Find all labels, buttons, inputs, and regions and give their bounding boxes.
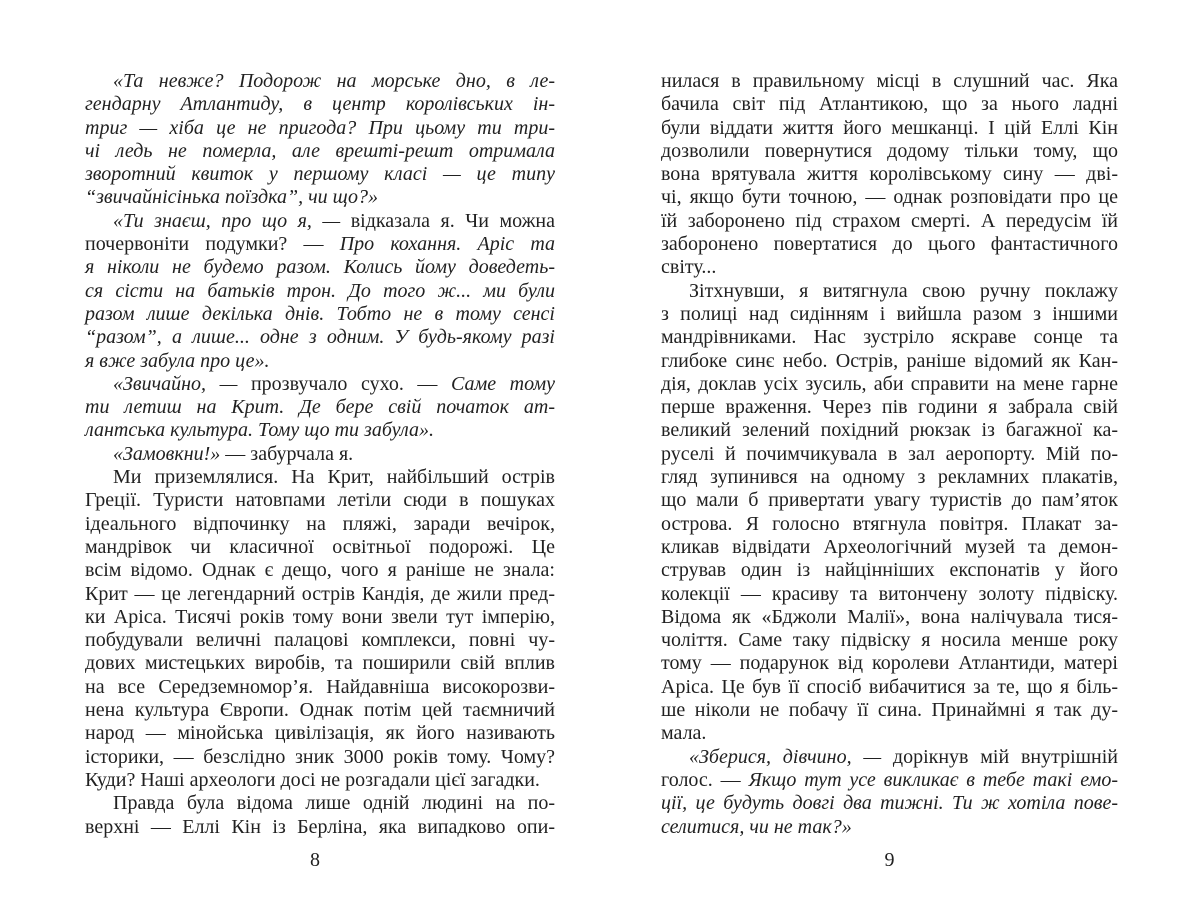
text-line bbox=[85, 699, 555, 722]
roman-text-segment: руселі й почимчикувала в зал аеропорту. Мій по- bbox=[661, 442, 1118, 465]
roman-text-segment: всім відомо. Однак є дещо, чого я раніше не знала: bbox=[85, 559, 555, 582]
italic-text-segment: зворотний квиток у першому класі — це типу bbox=[85, 163, 555, 186]
text-line bbox=[661, 163, 1118, 186]
text-line bbox=[661, 396, 1118, 419]
page-number-left: 8 bbox=[310, 849, 320, 871]
text-line bbox=[661, 792, 1118, 815]
text-line bbox=[85, 489, 555, 512]
text-line bbox=[85, 629, 555, 652]
text-line bbox=[85, 583, 555, 606]
roman-text-segment: Правда була відома лише одній людині на по- bbox=[113, 792, 555, 815]
roman-text-segment: що мали б привертати увагу туристів до пам’яток bbox=[661, 489, 1118, 512]
italic-text-segment: Про кохання. Аріс та bbox=[339, 233, 556, 256]
italic-text-segment: чі ледь не померла, але врешті-решт отримала bbox=[85, 139, 555, 162]
roman-text-segment: голос. — bbox=[661, 768, 749, 791]
roman-text-segment: Греції. Туристи натовпами летіли сюди в пошуках bbox=[85, 489, 555, 512]
text-line bbox=[85, 233, 555, 256]
italic-text-segment: «Звичайно, — bbox=[113, 372, 251, 395]
text-line bbox=[661, 93, 1118, 116]
roman-text-segment: були віддати життя його мешканці. І цій Еллі Кін bbox=[661, 116, 1118, 139]
text-line bbox=[85, 513, 555, 536]
roman-text-segment: нена культура Європи. Однак потім цей таємничий bbox=[85, 699, 555, 722]
text-line bbox=[661, 326, 1118, 349]
roman-text-segment: острова. Я голосно втягнула повітря. Плакат за- bbox=[661, 512, 1118, 535]
text-line bbox=[85, 326, 555, 349]
text-line bbox=[85, 652, 555, 675]
italic-text-segment: Саме тому bbox=[450, 372, 555, 395]
text-line bbox=[85, 419, 555, 442]
text-line bbox=[661, 699, 1118, 722]
text-line bbox=[661, 186, 1118, 209]
text-line bbox=[85, 210, 555, 233]
text-line bbox=[661, 722, 1118, 745]
text-line bbox=[85, 256, 555, 279]
text-line bbox=[85, 746, 555, 769]
text-line bbox=[661, 280, 1118, 303]
page-left-text-column bbox=[85, 70, 555, 839]
text-line bbox=[85, 769, 555, 792]
italic-text-segment: ції, це будуть довгі два тижні. Ти ж хотіла пове- bbox=[661, 792, 1118, 815]
text-line bbox=[85, 536, 555, 559]
roman-text-segment: заборонено повертатися до цього фантастичного bbox=[661, 233, 1118, 256]
page-number-right: 9 bbox=[884, 849, 895, 871]
roman-text-segment: кликав відвідати Археологічний музей та демон- bbox=[661, 535, 1118, 558]
text-line bbox=[661, 419, 1118, 442]
roman-text-segment: почервоніти подумки? — bbox=[85, 233, 340, 256]
italic-text-segment: Якщо тут усе викликає в тебе такі емо- bbox=[748, 768, 1118, 791]
text-line bbox=[85, 186, 555, 209]
text-line bbox=[661, 513, 1118, 536]
roman-text-segment: дових мистецьких виробів, та поширили свій вплив bbox=[85, 652, 555, 675]
text-line bbox=[661, 629, 1118, 652]
text-line bbox=[661, 256, 1118, 279]
text-line bbox=[85, 559, 555, 582]
roman-text-segment: ки Аріса. Тисячі років тому вони звели тут імперію, bbox=[85, 605, 555, 628]
text-line bbox=[661, 559, 1118, 582]
italic-text-segment: «Та невже? Подорож на морське дно, в ле- bbox=[113, 70, 555, 92]
page-right-text-column bbox=[661, 70, 1118, 839]
text-line bbox=[85, 396, 555, 419]
text-line bbox=[661, 769, 1118, 792]
roman-text-segment: історики, — безслідно зник 3000 років тому. Чому? bbox=[85, 745, 555, 768]
roman-text-segment: Крит — це легендарний острів Кандія, де жили пред- bbox=[85, 582, 555, 605]
roman-text-segment: чоліття. Саме таку підвіску я носила менше року bbox=[661, 629, 1118, 652]
roman-text-segment: народ — мінойська цивілізація, як його називають bbox=[85, 722, 555, 745]
text-line bbox=[661, 210, 1118, 233]
text-line bbox=[661, 536, 1118, 559]
roman-text-segment: — забурчала я. bbox=[225, 442, 354, 465]
roman-text-segment: відказала я. Чи можна bbox=[350, 209, 556, 232]
text-line bbox=[85, 676, 555, 699]
text-line bbox=[661, 489, 1118, 512]
text-line bbox=[661, 373, 1118, 396]
roman-text-segment: Відома як «Бджоли Малії», вона налічувала тися- bbox=[661, 605, 1118, 628]
text-line bbox=[85, 70, 555, 93]
italic-text-segment: ти летиш на Крит. Де бере свій початок ат- bbox=[85, 396, 555, 419]
roman-text-segment: верхні — Еллі Кін із Берліна, яка випадково опи- bbox=[85, 815, 555, 838]
roman-text-segment: чі, якщо бути точною, — однак розповідати про це bbox=[661, 186, 1118, 209]
text-line bbox=[85, 466, 555, 489]
roman-text-segment: Ми приземлялися. На Крит, найбільший острів bbox=[113, 466, 555, 489]
italic-text-segment: ся сісти на батьків трон. До того ж... ми були bbox=[85, 279, 555, 302]
text-line bbox=[85, 140, 555, 163]
roman-text-segment: з полиці над сидінням і вийшла разом з іншими bbox=[661, 302, 1118, 325]
roman-text-segment: бачила світ під Атлантикою, що за нього ладні bbox=[661, 93, 1118, 116]
italic-text-segment: лантська культура. Тому що ти забула». bbox=[85, 419, 434, 442]
roman-text-segment: Зітхнувши, я витягнула свою ручну поклажу bbox=[689, 279, 1118, 302]
italic-text-segment: “разом”, а лише... одне з одним. У будь-якому разі bbox=[85, 326, 555, 349]
text-line bbox=[85, 163, 555, 186]
italic-text-segment: селитися, чи не так?» bbox=[661, 815, 852, 838]
roman-text-segment: світу... bbox=[661, 256, 717, 279]
text-line bbox=[661, 70, 1118, 93]
roman-text-segment: великий зелений похідний рюкзак із багажної ка- bbox=[661, 419, 1118, 442]
roman-text-segment: мандрівниками. Нас зустріло яскраве сонце та bbox=[661, 326, 1118, 349]
text-line bbox=[661, 583, 1118, 606]
text-line bbox=[661, 466, 1118, 489]
text-line bbox=[661, 117, 1118, 140]
italic-text-segment: гендарну Атлантиду, в центр королівських ін- bbox=[85, 93, 555, 116]
roman-text-segment: прозвучало сухо. — bbox=[250, 372, 451, 395]
text-line bbox=[85, 350, 555, 373]
text-line bbox=[661, 676, 1118, 699]
italic-text-segment: разом лише декілька днів. Тобто не в тому сенсі bbox=[85, 302, 555, 325]
roman-text-segment: вона врятувала життя королівському сину — дві- bbox=[661, 163, 1118, 186]
roman-text-segment: глибоке синє небо. Острів, раніше відомий як Кан- bbox=[661, 349, 1118, 372]
roman-text-segment: перше враження. Через пів години я забрала свій bbox=[661, 396, 1118, 419]
roman-text-segment: дозволили повернутися додому тільки тому, що bbox=[661, 139, 1118, 162]
text-line bbox=[661, 350, 1118, 373]
text-line bbox=[85, 443, 555, 466]
roman-text-segment: ше ніколи не побачу її сина. Принаймні я так ду- bbox=[661, 699, 1118, 722]
text-line bbox=[85, 606, 555, 629]
text-line bbox=[85, 93, 555, 116]
roman-text-segment: нилася в правильному місці в слушний час. Яка bbox=[661, 70, 1118, 92]
italic-text-segment: «Замовкни!» bbox=[113, 442, 226, 465]
text-line bbox=[661, 443, 1118, 466]
roman-text-segment: дія, доклав усіх зусиль, аби справити на мене гарне bbox=[661, 372, 1118, 395]
text-line bbox=[661, 652, 1118, 675]
roman-text-segment: ідеального відпочинку на пляжі, заради вечірок, bbox=[85, 512, 555, 535]
roman-text-segment: мала. bbox=[661, 722, 707, 745]
roman-text-segment: на все Середземномор’я. Найдавніша високорозви- bbox=[85, 675, 555, 698]
roman-text-segment: мандрівок чи класичної освітньої подорожі. Це bbox=[85, 535, 555, 558]
roman-text-segment: їй заборонено під страхом смерті. А передусім їй bbox=[661, 209, 1118, 232]
text-line bbox=[661, 140, 1118, 163]
roman-text-segment: стрував один із найцінніших експонатів у його bbox=[661, 559, 1118, 582]
text-line bbox=[85, 792, 555, 815]
roman-text-segment: тому — подарунок від королеви Атлантиди, матері bbox=[661, 652, 1118, 675]
text-line bbox=[85, 280, 555, 303]
text-line bbox=[661, 233, 1118, 256]
roman-text-segment: побудували величні палацові комплекси, повні чу- bbox=[85, 629, 555, 652]
roman-text-segment: дорікнув мій внутрішній bbox=[892, 745, 1118, 768]
text-line bbox=[85, 117, 555, 140]
roman-text-segment: гляд зупинився на одному з рекламних плакатів, bbox=[661, 466, 1118, 489]
text-line bbox=[661, 746, 1118, 769]
text-line bbox=[661, 606, 1118, 629]
roman-text-segment: Куди? Наші археологи досі не розгадали цієї загадки. bbox=[85, 768, 540, 791]
roman-text-segment: Аріса. Це був її спосіб вибачитися за те, що я біль- bbox=[661, 675, 1118, 698]
text-line bbox=[85, 303, 555, 326]
text-line bbox=[85, 816, 555, 839]
text-line bbox=[85, 722, 555, 745]
italic-text-segment: “звичайнісінька поїздка”, чи що?» bbox=[85, 186, 379, 209]
text-line bbox=[661, 303, 1118, 326]
text-line bbox=[661, 816, 1118, 839]
italic-text-segment: «Зберися, дівчино, — bbox=[689, 745, 893, 768]
italic-text-segment: я вже забула про це». bbox=[85, 349, 270, 372]
italic-text-segment: «Ти знаєш, про що я, — bbox=[113, 209, 351, 232]
italic-text-segment: я ніколи не будемо разом. Колись йому доведеть- bbox=[85, 256, 555, 279]
roman-text-segment: колекції — красиву та витончену золоту підвіску. bbox=[661, 582, 1118, 605]
italic-text-segment: триг — хіба це не пригода? При цьому ти три- bbox=[85, 116, 555, 139]
text-line bbox=[85, 373, 555, 396]
